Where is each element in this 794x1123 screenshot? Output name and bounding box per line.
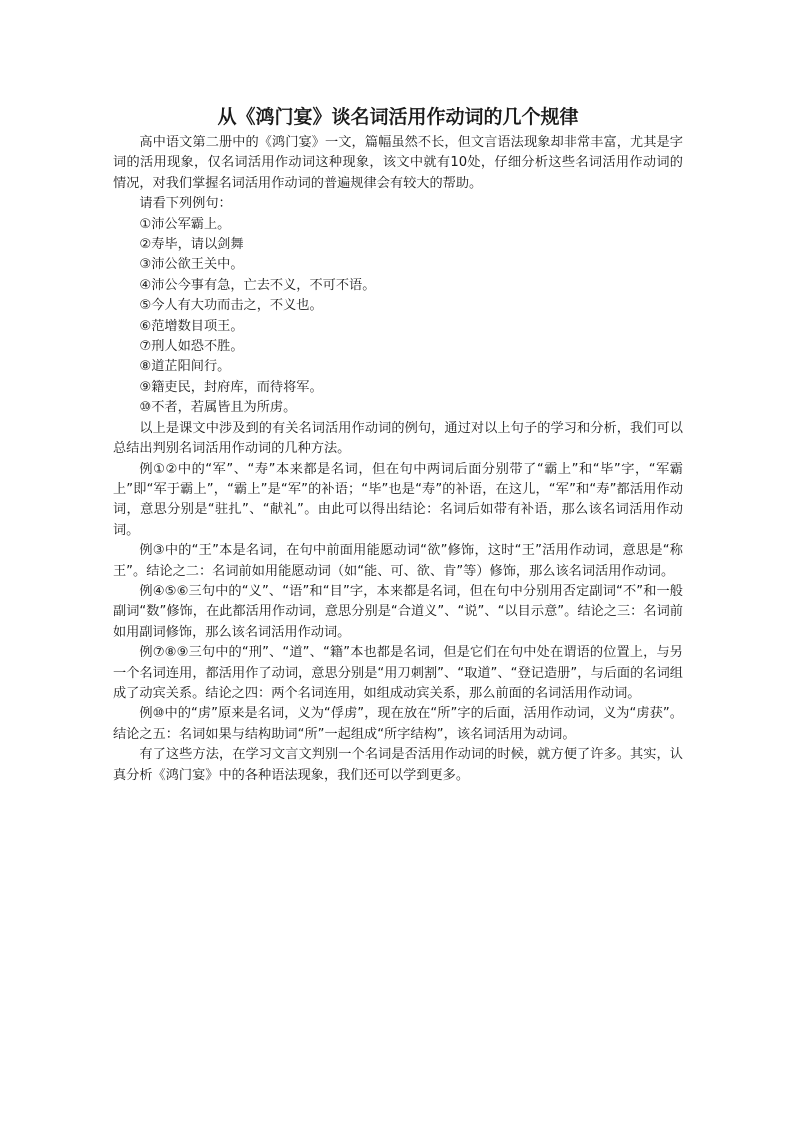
example-sentence: ④沛公今事有急，亡去不义，不可不语。 (139, 277, 376, 293)
example-sentence: ⑧道芷阳间行。 (139, 359, 231, 375)
conclusion-five-paragraph: 例⑩中的“虏”原来是名词，义为“俘虏”，现在放在“所”字的后面，活用作动词，义为“虏获”。结论之五：名词如果与结构助词“所”一起组成“所字结构”，该名词活用为动词。 (113, 706, 683, 742)
document-title: 从《鸿门宴》谈名词活用作动词的几个规律 (217, 106, 579, 128)
example-sentence: ⑤今人有大功而击之，不义也。 (139, 298, 323, 314)
example-sentence: ②寿毕，请以剑舞 (139, 237, 244, 253)
example-sentence: ⑩不者，若属皆且为所虏。 (139, 400, 297, 416)
example-sentence: ①沛公军霸上。 (139, 216, 231, 232)
conclusion-one-paragraph: 例①②中的“军”、“寿”本来都是名词，但在句中两词后面分别带了“霸上”和“毕”字，“军霸上”即“军于霸上”，“霸上”是“军”的补语；“毕”也是“寿”的补语，在这儿，“军”和“寿”都活用作动词，意思分别是“驻扎”、“献礼”。由此可以得出结论：名词后如带有补语，那么该名词活用作动词。 (113, 461, 683, 538)
examples-prompt: 请看下列例句： (139, 196, 232, 212)
example-sentence: ⑦刑人如恐不胜。 (139, 339, 244, 355)
conclusion-three-paragraph: 例④⑤⑥三句中的“义”、“语”和“目”字，本来都是名词，但在句中分别用否定副词“不”和一般副词“数”修饰，在此都活用作动词，意思分别是“合道义”、“说”、“以目示意”。结论之三：名词前如用副词修饰，那么该名词活用作动词。 (113, 583, 683, 640)
closing-paragraph: 有了这些方法，在学习文言文判别一个名词是否活用作动词的时候，就方便了许多。其实，认真分析《鸿门宴》中的各种语法现象，我们还可以学到更多。 (113, 747, 683, 783)
example-sentence: ③沛公欲王关中。 (139, 257, 244, 273)
conclusion-four-paragraph: 例⑦⑧⑨三句中的“刑”、“道”、“籍”本也都是名词，但是它们在句中处在谓语的位置上，与另一个名词连用，都活用作了动词，意思分别是“用刀刺割”、“取道”、“登记造册”，与后面的名词组成了动宾关系。结论之四：两个名词连用，如组成动宾关系，那么前面的名词活用作动词。 (113, 645, 683, 701)
example-sentence: ⑥范增数目项王。 (139, 318, 244, 334)
document-body (113, 133, 683, 786)
intro-paragraph: 高中语文第二册中的《鸿门宴》一文，篇幅虽然不长，但文言语法现象却非常丰富，尤其是字词的活用现象，仅名词活用作动词这种现象，该文中就有10处，仔细分析这些名词活用作动词的情况，对我们掌握名词活用作动词的普遍规律会有较大的帮助。 (113, 135, 683, 191)
example-sentence: ⑨籍吏民，封府库，而待将军。 (139, 379, 323, 395)
conclusion-two-paragraph: 例③中的“王”本是名词，在句中前面用能愿动词“欲”修饰，这时“王”活用作动词，意思是“称王”。结论之二：名词前如用能愿动词（如“能、可、欲、肯”等）修饰，那么该名词活用作动词。 (113, 543, 683, 579)
document-page (113, 103, 683, 786)
summary-paragraph: 以上是课文中涉及到的有关名词活用作动词的例句，通过对以上句子的学习和分析，我们可以总结出判别名词活用作动词的几种方法。 (113, 420, 683, 457)
